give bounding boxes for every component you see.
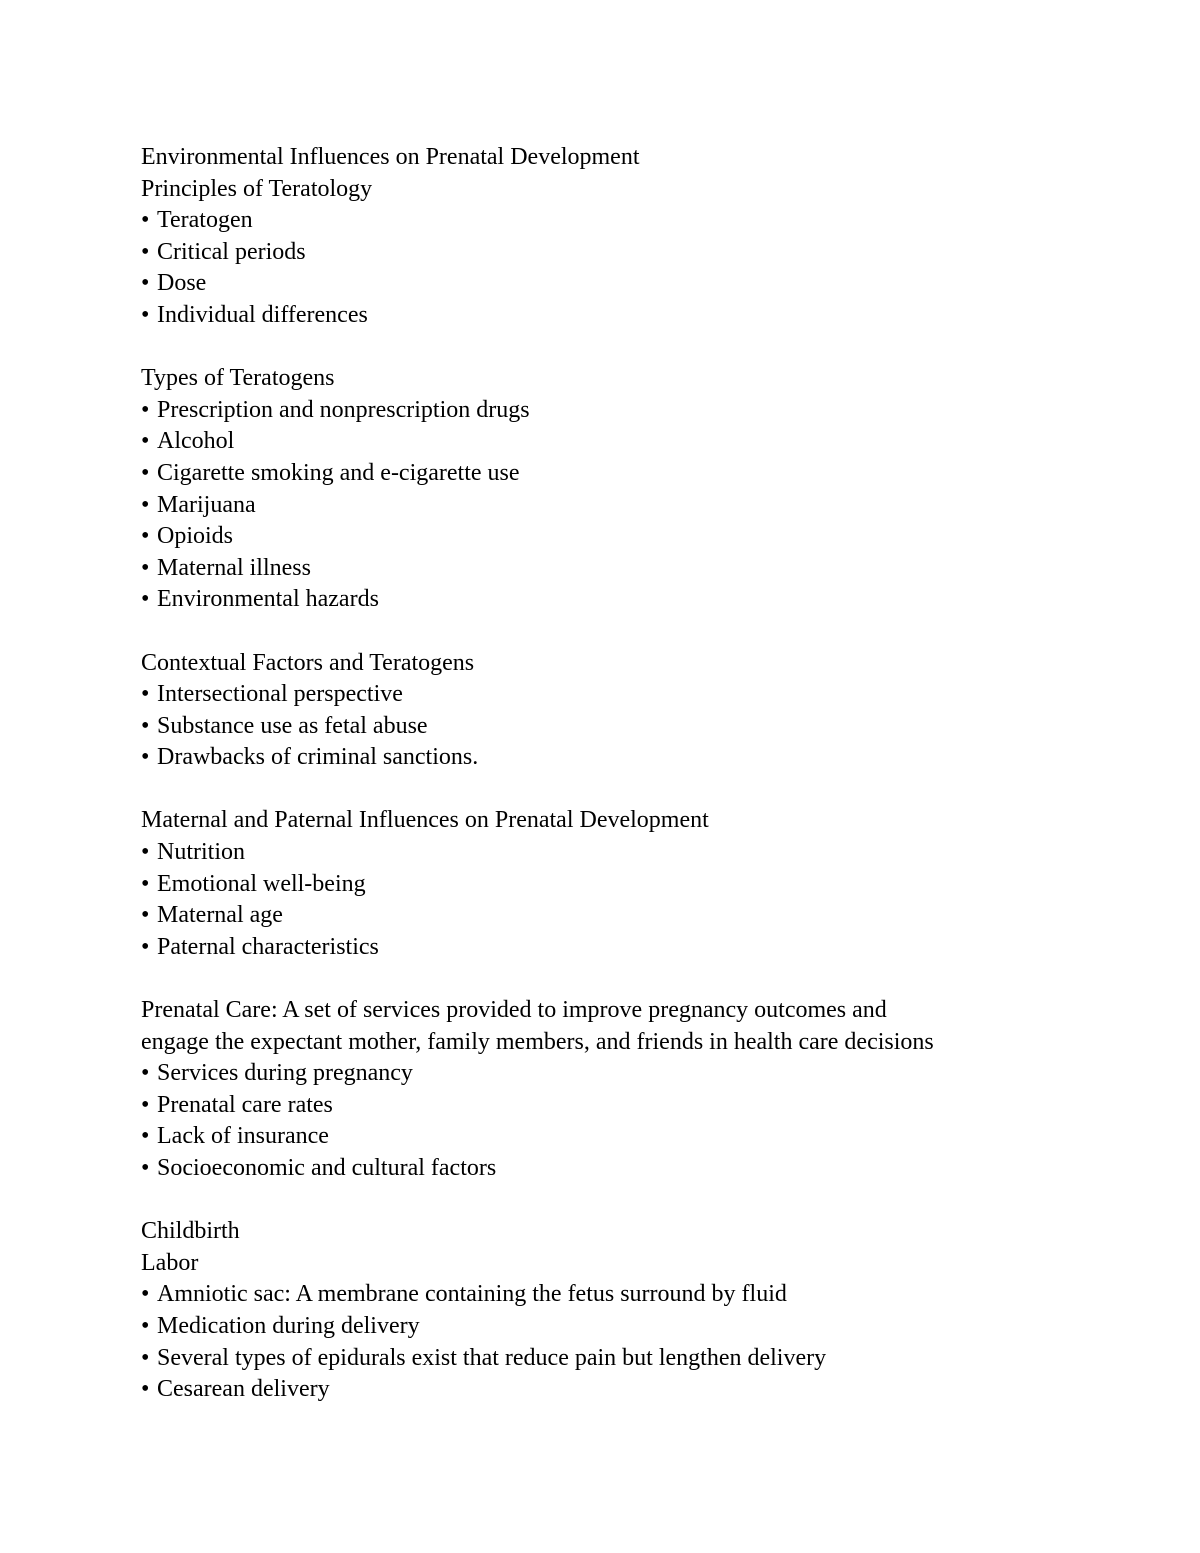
bullet-icon: • [141,207,150,234]
bullet-icon: • [141,1060,150,1087]
list-item-text: Alcohol [157,428,235,455]
list-item-text: Socioeconomic and cultural factors [157,1155,497,1181]
bullet-icon: • [141,902,150,929]
bullet-list [141,205,1141,331]
section-prenatal-care [141,995,1141,1185]
list-item [141,426,1141,458]
list-item [141,553,1141,585]
bullet-icon: • [141,523,150,550]
list-item [141,742,1141,774]
list-item-text: Cesarean delivery [157,1376,330,1403]
bullet-icon: • [141,1123,150,1150]
list-item-text: Dose [157,270,207,297]
section-subheading: Principles of Teratology [141,175,373,202]
list-item-text: Individual differences [157,301,368,328]
section-childbirth [141,1216,1141,1406]
list-item-text: Medication during delivery [157,1312,420,1339]
list-item [141,900,1141,932]
list-item [141,679,1141,711]
list-item-text: Emotional well-being [157,870,366,897]
list-item [141,1374,1141,1406]
list-item-text: Drawbacks of criminal sanctions. [157,744,479,771]
list-item-text: Intersectional perspective [157,681,403,708]
bullet-icon: • [141,870,150,897]
section-types-of-teratogens [141,363,1141,616]
bullet-icon: • [141,1091,150,1118]
list-item [141,1279,1141,1311]
list-item-text: Lack of insurance [157,1123,329,1150]
list-item [141,490,1141,522]
section-heading: Prenatal Care: A set of services provided to improve pregnancy outcomes and [141,997,887,1024]
list-item-text: Amniotic sac: A membrane containing the fetus surround by fluid [157,1281,787,1308]
section-heading: Environmental Influences on Prenatal Development [141,144,640,170]
bullet-icon: • [141,744,150,771]
section-heading: Types of Teratogens [141,365,335,392]
list-item-text: Substance use as fetal abuse [157,712,428,739]
list-item [141,1090,1141,1122]
bullet-icon: • [141,1344,150,1371]
list-item-text: Services during pregnancy [157,1060,413,1087]
list-item [141,1311,1141,1343]
list-item-text: Prescription and nonprescription drugs [157,396,530,423]
list-item [141,869,1141,901]
list-item-text: Cigarette smoking and e-cigarette use [157,459,520,486]
list-item [141,205,1141,237]
bullet-icon: • [141,270,150,297]
list-item-text: Maternal illness [157,554,311,581]
bullet-icon: • [141,238,150,265]
list-item-text: Opioids [157,523,234,550]
bullet-icon: • [141,933,150,960]
bullet-icon: • [141,428,150,455]
list-item-text: Maternal age [157,902,283,929]
bullet-list [141,837,1141,963]
bullet-list [141,1279,1141,1405]
list-item-text: Several types of epidurals exist that reduce pain but lengthen delivery [157,1344,827,1371]
list-item [141,932,1141,964]
bullet-list [141,679,1141,774]
list-item [141,395,1141,427]
list-item-text: Paternal characteristics [157,933,379,960]
list-item-text: Marijuana [157,491,256,518]
bullet-icon: • [141,491,150,518]
list-item-text: Prenatal care rates [157,1091,333,1118]
section-heading: Maternal and Paternal Influences on Prenatal Development [141,807,709,834]
list-item-text: Environmental hazards [157,586,379,613]
section-heading-continued: engage the expectant mother, family members, and friends in health care decisions [141,1028,934,1055]
list-item [141,1121,1141,1153]
list-item [141,458,1141,490]
bullet-list [141,395,1141,616]
bullet-icon: • [141,301,150,328]
list-item [141,1058,1141,1090]
list-item-text: Nutrition [157,839,245,866]
bullet-icon: • [141,586,150,613]
list-item [141,268,1141,300]
bullet-icon: • [141,459,150,486]
section-environmental-influences [141,142,1141,332]
list-item [141,711,1141,743]
bullet-icon: • [141,681,150,708]
section-subheading: Labor [141,1249,199,1276]
bullet-list [141,1058,1141,1184]
bullet-icon: • [141,712,150,739]
section-contextual-factors [141,648,1141,774]
list-item-text: Critical periods [157,238,306,265]
list-item [141,1153,1141,1185]
bullet-icon: • [141,839,150,866]
section-heading: Childbirth [141,1218,240,1245]
list-item [141,521,1141,553]
list-item-text: Teratogen [157,207,253,234]
bullet-icon: • [141,1281,150,1308]
list-item [141,837,1141,869]
section-maternal-paternal-influences [141,805,1141,963]
section-heading: Contextual Factors and Teratogens [141,649,475,676]
list-item [141,1343,1141,1375]
list-item [141,237,1141,269]
bullet-icon: • [141,1376,150,1403]
bullet-icon: • [141,396,150,423]
document-content [141,142,1141,1406]
list-item [141,300,1141,332]
bullet-icon: • [141,554,150,581]
bullet-icon: • [141,1312,150,1339]
bullet-icon: • [141,1155,150,1181]
list-item [141,584,1141,616]
